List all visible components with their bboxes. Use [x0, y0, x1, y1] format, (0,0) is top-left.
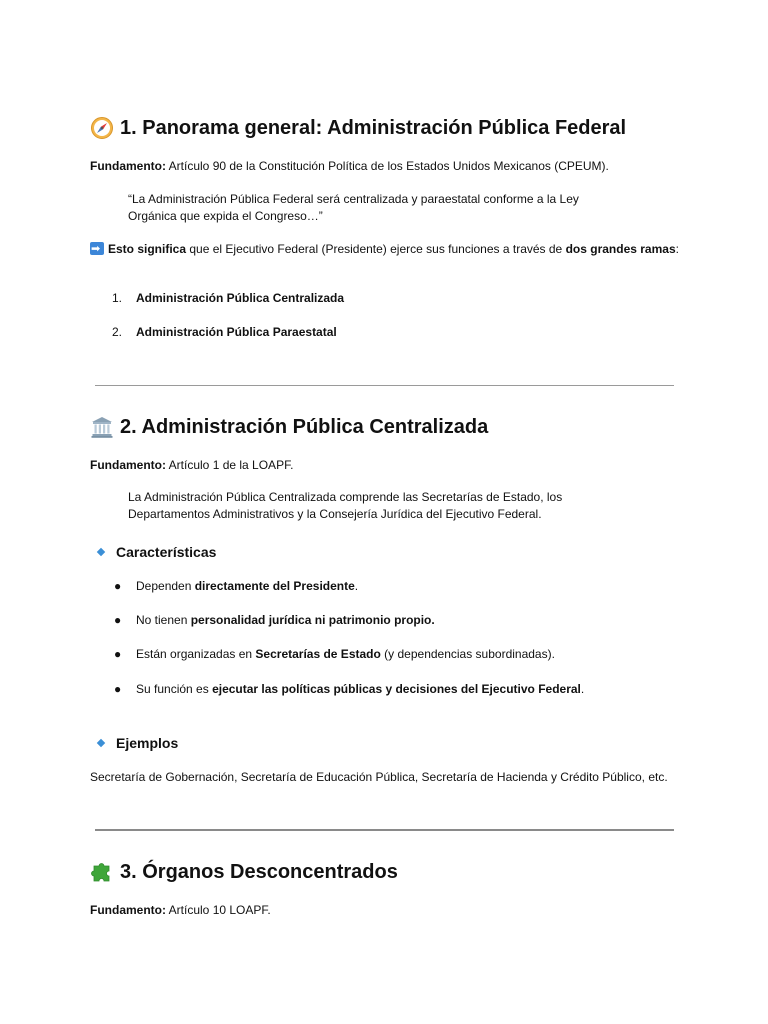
section-2-title: 2. Administración Pública Centralizada [120, 416, 489, 438]
section-3-title: 3. Órganos Desconcentrados [120, 861, 398, 883]
list-item [112, 681, 584, 698]
bullet-text: Su función es [136, 682, 213, 696]
bullet-text: . [580, 682, 585, 696]
bullet-bold: ejecutar las políticas públicas y decisiones del Ejecutivo Federal [212, 682, 581, 696]
section-1-fundamento [90, 158, 680, 175]
bullet-bold: personalidad jurídica ni patrimonio propio. [190, 613, 435, 627]
bullet-icon: ● [114, 647, 122, 661]
list-item-text: Administración Pública Centralizada [136, 291, 345, 305]
section-2-heading [90, 415, 488, 439]
section-2-quote: La Administración Pública Centralizada comprende las Secretarías de Estado, los Departamentos Administrativos y la Consejería Jurídica del Ejecutivo Federal. [128, 490, 563, 521]
bullet-bold: Secretarías de Estado [255, 647, 381, 661]
list-item [112, 646, 555, 663]
blue-diamond-icon [97, 548, 105, 556]
bullet-icon: ● [114, 579, 122, 593]
ejemplos-title: Ejemplos [116, 735, 179, 751]
list-number: 1. [112, 291, 123, 305]
bullet-icon: ● [114, 682, 122, 696]
significa-text: que el Ejecutivo Federal (Presidente) ejerce sus funciones a través de [186, 242, 566, 256]
compass-icon [90, 116, 114, 140]
classical-building-icon [90, 415, 114, 439]
bullet-bold: directamente del Presidente [194, 579, 355, 593]
horizontal-rule [95, 829, 674, 831]
fundamento-label: Fundamento: [90, 458, 166, 472]
significa-end: : [675, 242, 679, 256]
significa-bold-2: dos grandes ramas [565, 242, 676, 256]
list-item-text: Administración Pública Paraestatal [136, 325, 337, 339]
puzzle-piece-icon [90, 860, 114, 884]
list-item [112, 324, 337, 341]
section-3-fundamento [90, 902, 680, 919]
horizontal-rule [95, 385, 674, 386]
fundamento-text: Artículo 1 de la LOAPF. [166, 458, 294, 472]
fundamento-label: Fundamento: [90, 159, 166, 173]
section-1-significa [90, 241, 680, 258]
section-2-fundamento [90, 457, 680, 474]
bullet-text: (y dependencias subordinadas). [380, 647, 555, 661]
bullet-text: No tienen [136, 613, 191, 627]
bullet-text: Están organizadas en [136, 647, 256, 661]
bullet-text: . [354, 579, 359, 593]
list-number: 2. [112, 325, 123, 339]
caracteristicas-title: Características [116, 544, 217, 560]
list-item [112, 290, 344, 307]
section-1-title: 1. Panorama general: Administración Pública Federal [120, 117, 627, 139]
ejemplos-heading [96, 734, 178, 752]
fundamento-text: Artículo 90 de la Constitución Política de los Estados Unidos Mexicanos (CPEUM). [166, 159, 609, 173]
fundamento-label: Fundamento: [90, 903, 166, 917]
bullet-icon: ● [114, 613, 122, 627]
section-1-quote: “La Administración Pública Federal será centralizada y paraestatal conforme a la Ley Orgánica que expida el Congreso…” [128, 192, 579, 223]
section-3-heading [90, 860, 398, 884]
significa-bold: Esto significa [108, 242, 187, 256]
bullet-text: Dependen [136, 579, 195, 593]
blue-diamond-icon [97, 739, 105, 747]
section-1-heading [90, 116, 626, 140]
list-item [112, 578, 358, 595]
right-arrow-icon [90, 242, 104, 255]
caracteristicas-heading [96, 543, 216, 561]
list-item [112, 612, 435, 629]
fundamento-text: Artículo 10 LOAPF. [166, 903, 271, 917]
ejemplos-text: Secretaría de Gobernación, Secretaría de Educación Pública, Secretaría de Hacienda y Crédito Público, etc. [90, 770, 668, 784]
